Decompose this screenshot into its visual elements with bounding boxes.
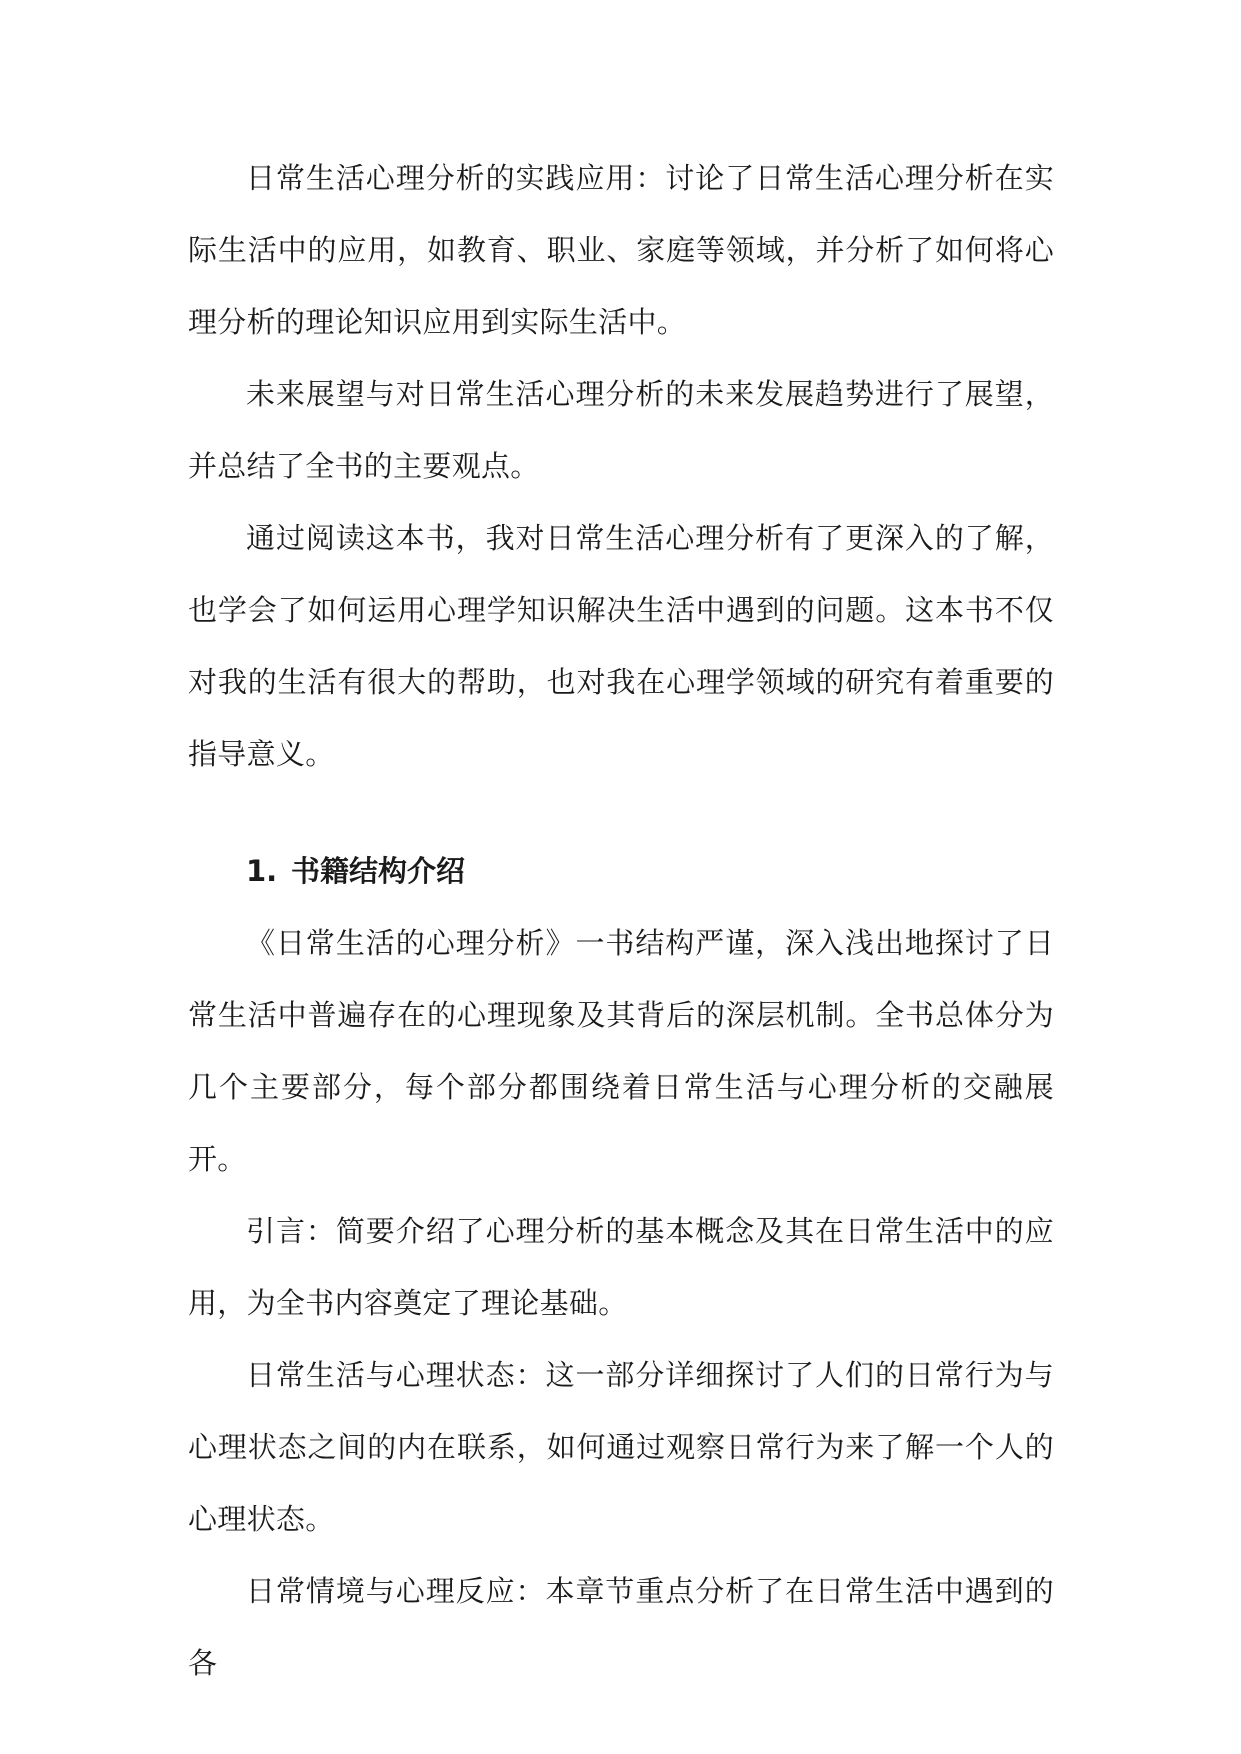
section-title: 书籍结构介绍 — [291, 854, 466, 888]
paragraph: 日常情境与心理反应：本章节重点分析了在日常生活中遇到的各 — [188, 1574, 1054, 1680]
paragraph: 日常生活与心理状态：这一部分详细探讨了人们的日常行为与心理状态之间的内在联系，如何通过观察日常行为来了解一个人的心理状态。 — [188, 1358, 1054, 1536]
paragraph: 未来展望与对日常生活心理分析的未来发展趋势进行了展望，并总结了全书的主要观点。 — [188, 377, 1054, 483]
document-body — [188, 142, 1054, 1699]
paragraph: 《日常生活的心理分析》一书结构严谨，深入浅出地探讨了日常生活中普遍存在的心理现象及其背后的深层机制。全书总体分为几个主要部分，每个部分都围绕着日常生活与心理分析的交融展开。 — [188, 926, 1054, 1176]
section-number: 1. — [246, 854, 278, 888]
paragraph: 日常生活心理分析的实践应用：讨论了日常生活心理分析在实际生活中的应用，如教育、职业、家庭等领域，并分析了如何将心理分析的理论知识应用到实际生活中。 — [188, 161, 1054, 339]
paragraph: 通过阅读这本书，我对日常生活心理分析有了更深入的了解，也学会了如何运用心理学知识解决生活中遇到的问题。这本书不仅对我的生活有很大的帮助，也对我在心理学领域的研究有着重要的指导意义。 — [188, 521, 1054, 771]
section-heading — [188, 835, 1054, 907]
paragraph: 引言：简要介绍了心理分析的基本概念及其在日常生活中的应用，为全书内容奠定了理论基础。 — [188, 1214, 1054, 1320]
